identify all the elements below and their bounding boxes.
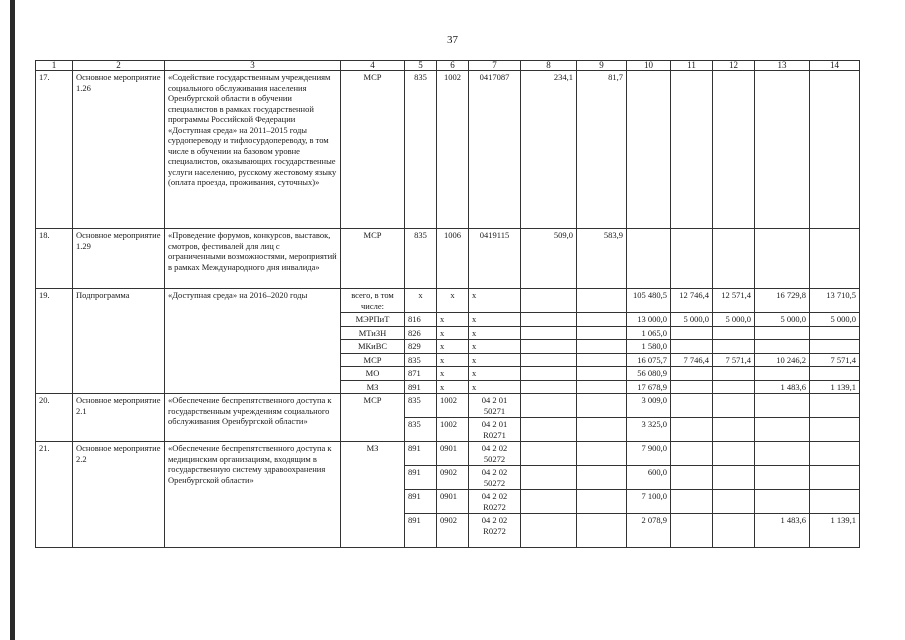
executor: МЭРПиТ	[341, 313, 405, 327]
row-name: Основное мероприятие 1.26	[73, 71, 165, 229]
grbs-code: 891	[405, 514, 437, 548]
executor: всего, в том числе:	[341, 289, 405, 313]
col-header: 9	[577, 61, 627, 71]
csr-code: 04 2 01 R0271	[469, 418, 521, 442]
csr-code: 04 2 01 50271	[469, 394, 521, 418]
csr-code: 04 2 02 R0272	[469, 490, 521, 514]
grbs-code: 891	[405, 442, 437, 466]
csr-code: 0419115	[469, 229, 521, 289]
col-header: 13	[755, 61, 810, 71]
value-col14: 13 710,5	[810, 289, 860, 313]
budget-table	[35, 60, 860, 548]
row-name: Подпрограмма	[73, 289, 165, 394]
row-description: «Доступная среда» на 2016–2020 годы	[165, 289, 341, 394]
value-col13: 16 729,8	[755, 289, 810, 313]
csr-code: x	[469, 380, 521, 394]
executor: МСР	[341, 394, 405, 442]
value-col11: 7 746,4	[671, 353, 713, 367]
value-col11: 12 746,4	[671, 289, 713, 313]
value-col10: 7 900,0	[627, 442, 671, 466]
rz-code: 0902	[437, 466, 469, 490]
rz-code: 0901	[437, 442, 469, 466]
page-number: 37	[447, 34, 458, 46]
value-col12: 12 571,4	[713, 289, 755, 313]
rz-code: 1002	[437, 71, 469, 229]
value-col11: 5 000,0	[671, 313, 713, 327]
executor: МКиВС	[341, 340, 405, 354]
row-description: «Проведение форумов, конкурсов, выставок, смотров, фестивалей для лиц с ограниченными возможностями, мероприятий в рамках Международного дня инвалида»	[165, 229, 341, 289]
col-header: 11	[671, 61, 713, 71]
value-col13: 5 000,0	[755, 313, 810, 327]
row-number: 17.	[36, 71, 73, 229]
row-number: 20.	[36, 394, 73, 442]
value-col10: 1 065,0	[627, 326, 671, 340]
row-name: Основное мероприятие 2.2	[73, 442, 165, 548]
value-col14: 1 139,1	[810, 514, 860, 548]
value-col10: 3 009,0	[627, 394, 671, 418]
value-col10: 17 678,9	[627, 380, 671, 394]
col-header: 7	[469, 61, 521, 71]
csr-code: 04 2 02 50272	[469, 466, 521, 490]
col-header: 10	[627, 61, 671, 71]
value-col14: 5 000,0	[810, 313, 860, 327]
grbs-code: 891	[405, 380, 437, 394]
value-col10: 16 075,7	[627, 353, 671, 367]
rz-code: 0901	[437, 490, 469, 514]
grbs-code: 835	[405, 229, 437, 289]
row-description: «Обеспечение беспрепятственного доступа к государственным учреждениям социального обслуживания Оренбургской области»	[165, 394, 341, 442]
value-col8: 234,1	[521, 71, 577, 229]
value-col13: 1 483,6	[755, 514, 810, 548]
value-col10: 56 080,9	[627, 367, 671, 381]
executor: МСР	[341, 353, 405, 367]
col-header: 2	[73, 61, 165, 71]
grbs-code: 835	[405, 418, 437, 442]
col-header: 3	[165, 61, 341, 71]
executor: МЗ	[341, 442, 405, 548]
grbs-code: x	[405, 289, 437, 313]
table-row	[36, 442, 860, 466]
grbs-code: 829	[405, 340, 437, 354]
col-header: 14	[810, 61, 860, 71]
grbs-code: 816	[405, 313, 437, 327]
grbs-code: 891	[405, 490, 437, 514]
col-header: 4	[341, 61, 405, 71]
csr-code: 04 2 02 50272	[469, 442, 521, 466]
grbs-code: 835	[405, 394, 437, 418]
col-header: 12	[713, 61, 755, 71]
grbs-code: 891	[405, 466, 437, 490]
col-header: 6	[437, 61, 469, 71]
value-col8: 509,0	[521, 229, 577, 289]
grbs-code: 835	[405, 71, 437, 229]
csr-code: x	[469, 353, 521, 367]
csr-code: x	[469, 340, 521, 354]
grbs-code: 826	[405, 326, 437, 340]
csr-code: 0417087	[469, 71, 521, 229]
csr-code: x	[469, 313, 521, 327]
rz-code: x	[437, 367, 469, 381]
value-col10: 13 000,0	[627, 313, 671, 327]
row-name: Основное мероприятие 2.1	[73, 394, 165, 442]
rz-code: x	[437, 340, 469, 354]
value-col12: 7 571,4	[713, 353, 755, 367]
rz-code: x	[437, 326, 469, 340]
csr-code: x	[469, 367, 521, 381]
col-header: 5	[405, 61, 437, 71]
value-col9: 583,9	[577, 229, 627, 289]
executor: МСР	[341, 229, 405, 289]
row-description: «Обеспечение беспрепятственного доступа к медицинским организациям, входящим в государственную систему здравоохранения Оренбургской области»	[165, 442, 341, 548]
csr-code: x	[469, 326, 521, 340]
grbs-code: 835	[405, 353, 437, 367]
executor: МСР	[341, 71, 405, 229]
table-row	[36, 71, 860, 229]
row-number: 19.	[36, 289, 73, 394]
rz-code: x	[437, 289, 469, 313]
value-col14: 7 571,4	[810, 353, 860, 367]
value-col10: 7 100,0	[627, 490, 671, 514]
value-col9: 81,7	[577, 71, 627, 229]
grbs-code: 871	[405, 367, 437, 381]
value-col10: 105 480,5	[627, 289, 671, 313]
executor: МТиЗН	[341, 326, 405, 340]
value-col12: 5 000,0	[713, 313, 755, 327]
row-number: 21.	[36, 442, 73, 548]
executor: МО	[341, 367, 405, 381]
rz-code: 0902	[437, 514, 469, 548]
value-col14: 1 139,1	[810, 380, 860, 394]
rz-code: x	[437, 353, 469, 367]
value-col13: 1 483,6	[755, 380, 810, 394]
rz-code: x	[437, 380, 469, 394]
table-row	[36, 394, 860, 418]
row-description: «Содействие государственным учреждениям социального обслуживания населения Оренбургской области в обучении специалистов в рамках государственной программы Российской Федерации «Доступная среда» на 2011–2015 годы сурдопереводу и тифлосурдопереводу, в том числе в обучении на базовом уровне специалистов, оказывающих государственные услуги населению, русскому жестовому языку (оплата проезда, проживания, суточных)»	[165, 71, 341, 229]
binding-edge	[10, 0, 15, 640]
value-col10: 3 325,0	[627, 418, 671, 442]
rz-code: x	[437, 313, 469, 327]
rz-code: 1006	[437, 229, 469, 289]
col-header: 1	[36, 61, 73, 71]
rz-code: 1002	[437, 418, 469, 442]
col-header: 8	[521, 61, 577, 71]
value-col10: 2 078,9	[627, 514, 671, 548]
rz-code: 1002	[437, 394, 469, 418]
table-row	[36, 289, 860, 313]
value-col13: 10 246,2	[755, 353, 810, 367]
value-col10: 1 580,0	[627, 340, 671, 354]
row-number: 18.	[36, 229, 73, 289]
header-row	[36, 61, 860, 71]
table-row	[36, 229, 860, 289]
executor: МЗ	[341, 380, 405, 394]
value-col10: 600,0	[627, 466, 671, 490]
csr-code: x	[469, 289, 521, 313]
csr-code: 04 2 02 R0272	[469, 514, 521, 548]
row-name: Основное мероприятие 1.29	[73, 229, 165, 289]
